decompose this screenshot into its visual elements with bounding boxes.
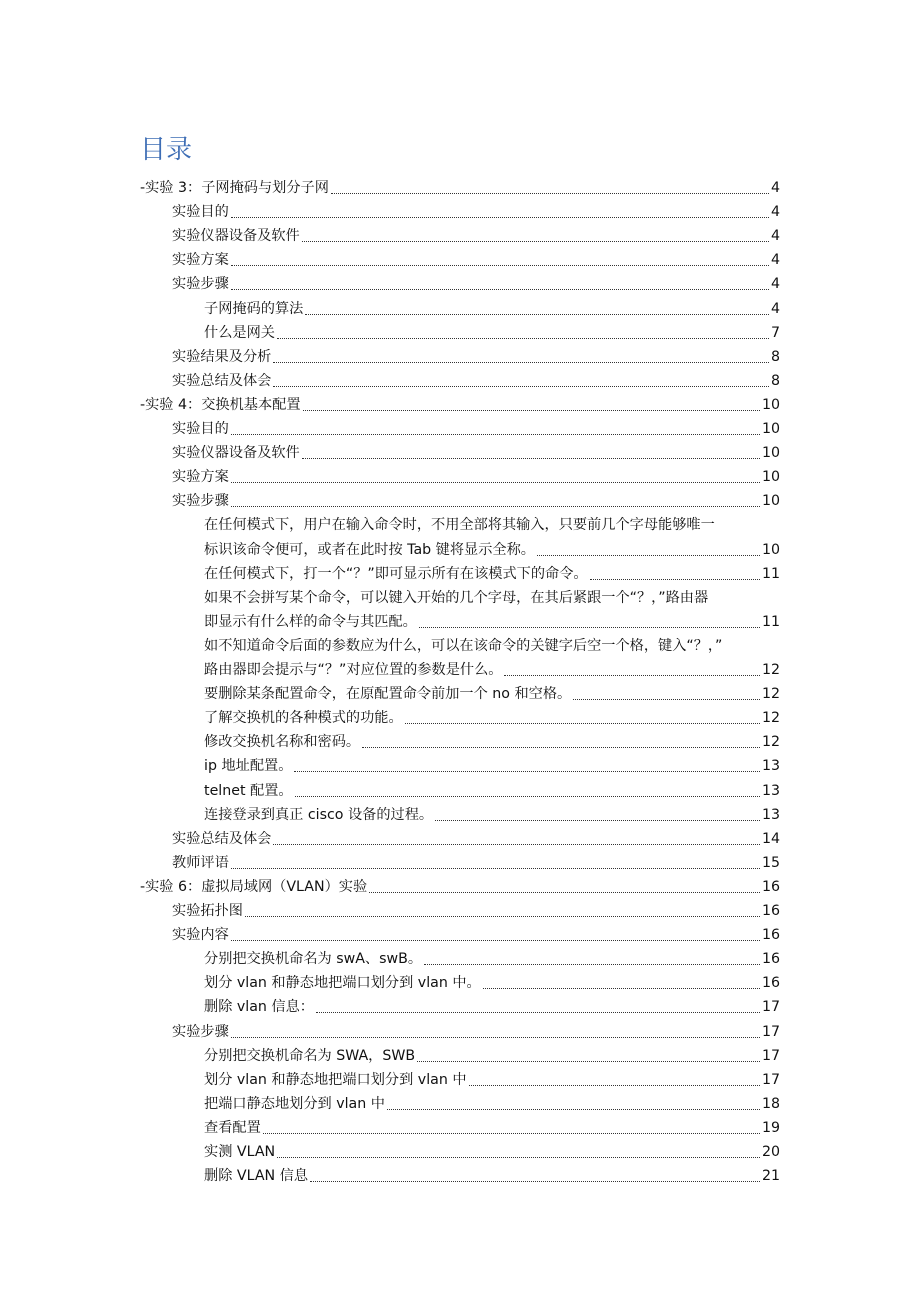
dot-leader bbox=[245, 916, 760, 917]
toc-entry-level-3[interactable] bbox=[204, 321, 780, 345]
dot-leader bbox=[295, 796, 760, 797]
toc-entry-page-number: 16 bbox=[761, 927, 780, 944]
toc-entry-page-number: 13 bbox=[761, 806, 780, 823]
toc-entry-level-3[interactable] bbox=[204, 971, 780, 995]
dot-leader bbox=[294, 771, 760, 772]
toc-entry-level-2[interactable] bbox=[172, 851, 780, 875]
toc-entry-text: 实验目的 bbox=[172, 421, 229, 437]
toc-entry-text: 分别把交换机命名为 swA、swB。 bbox=[204, 951, 423, 968]
dot-leader bbox=[417, 1061, 760, 1062]
toc-entry-level-3[interactable] bbox=[204, 1068, 780, 1092]
toc-entry-text: -实验 3：子网掩码与划分子网 bbox=[140, 180, 329, 196]
dot-leader bbox=[231, 434, 760, 435]
toc-entry-page-number: 12 bbox=[761, 686, 780, 703]
toc-entry-level-2[interactable] bbox=[172, 465, 780, 489]
dot-leader bbox=[362, 747, 760, 748]
toc-entry-level-3[interactable] bbox=[204, 1140, 780, 1164]
toc-entry-text: 分别把交换机命名为 SWA，SWB bbox=[204, 1047, 416, 1064]
dot-leader bbox=[310, 1181, 760, 1182]
dot-leader bbox=[303, 410, 760, 411]
toc-entry-text-line1: 如果不会拼写某个命令，可以键入开始的几个字母，在其后紧跟一个“？，”路由器 bbox=[204, 589, 709, 606]
toc-entry-text: 修改交换机名称和密码。 bbox=[204, 734, 361, 751]
dot-leader bbox=[231, 289, 769, 290]
toc-entry-page-number: 17 bbox=[761, 999, 780, 1016]
toc-entry-page-number: 10 bbox=[761, 396, 780, 413]
toc-entry-text: 在任何模式下，打一个“？”即可显示所有在该模式下的命令。 bbox=[204, 565, 588, 582]
toc-entry-page-number: 16 bbox=[761, 975, 780, 992]
toc-entry-text: 实验方案 bbox=[172, 469, 229, 486]
toc-entry-text: 要删除某条配置命令，在原配置命令前加一个 no 和空格。 bbox=[204, 686, 572, 703]
toc-entry-text: 实验总结及体会 bbox=[172, 372, 272, 389]
toc-entry-text: 实验目的 bbox=[172, 204, 229, 221]
toc-entry-level-3[interactable] bbox=[204, 1116, 780, 1140]
dot-leader bbox=[305, 314, 769, 315]
toc-entry-page-number: 10 bbox=[761, 445, 780, 462]
toc-entry-page-number: 10 bbox=[761, 469, 780, 486]
dot-leader bbox=[231, 265, 769, 266]
toc-entry-text: 把端口静态地划分到 vlan 中 bbox=[204, 1095, 385, 1112]
toc-entry-text: 实验方案 bbox=[172, 252, 229, 269]
toc-entry-page-number: 19 bbox=[761, 1119, 780, 1136]
toc-entry-page-number: 13 bbox=[761, 758, 780, 775]
toc-entry-level-2[interactable] bbox=[172, 489, 780, 513]
toc-entry-text: 实验内容 bbox=[172, 927, 229, 944]
toc-entry-level-3[interactable] bbox=[204, 562, 780, 586]
dot-leader bbox=[277, 1157, 760, 1158]
toc-entry-page-number: 4 bbox=[770, 204, 780, 221]
toc-entry-text: -实验 4：交换机基本配置 bbox=[140, 396, 301, 413]
toc-entry-level-2[interactable] bbox=[172, 923, 780, 947]
toc-entry-page-number: 15 bbox=[761, 854, 780, 871]
toc-entry-text: ip 地址配置。 bbox=[204, 758, 293, 775]
toc-entry-page-number: 4 bbox=[770, 252, 780, 269]
toc-entry-level-3[interactable] bbox=[204, 658, 780, 682]
dot-leader bbox=[273, 844, 760, 845]
toc-entry-text: telnet 配置。 bbox=[204, 782, 293, 799]
toc-entry-page-number: 16 bbox=[761, 878, 780, 895]
dot-leader bbox=[435, 820, 760, 821]
toc-entry-page-number: 4 bbox=[770, 276, 780, 293]
toc-entry-level-2[interactable] bbox=[172, 200, 780, 224]
toc-entry-text: 实测 VLAN bbox=[204, 1144, 276, 1160]
dot-leader bbox=[387, 1109, 760, 1110]
toc-entry-line1 bbox=[204, 513, 784, 537]
toc-entry-page-number: 4 bbox=[770, 180, 780, 196]
dot-leader bbox=[405, 723, 760, 724]
dot-leader bbox=[483, 988, 760, 989]
toc-entry-level-2[interactable] bbox=[172, 224, 780, 248]
toc-entry-level-3[interactable] bbox=[204, 995, 780, 1019]
dot-leader bbox=[231, 940, 760, 941]
toc-entry-text: 什么是网关 bbox=[204, 324, 275, 341]
dot-leader bbox=[273, 362, 769, 363]
dot-leader bbox=[469, 1085, 760, 1086]
toc-entry-level-3[interactable] bbox=[204, 803, 780, 827]
toc-entry-page-number: 20 bbox=[761, 1144, 780, 1160]
dot-leader bbox=[231, 506, 760, 507]
dot-leader bbox=[263, 1133, 760, 1134]
toc-entry-text: 即显示有什么样的命令与其匹配。 bbox=[204, 613, 417, 630]
toc-entry-level-2[interactable] bbox=[172, 345, 780, 369]
toc-entry-level-3[interactable] bbox=[204, 1092, 780, 1116]
toc-entry-text: 路由器即会提示与“？”对应位置的参数是什么。 bbox=[204, 662, 503, 678]
toc-entry-level-3[interactable] bbox=[204, 1044, 780, 1068]
toc-entry-level-3[interactable] bbox=[204, 610, 780, 634]
toc-entry-text: 教师评语 bbox=[172, 854, 229, 871]
toc-entry-level-2[interactable] bbox=[172, 272, 780, 296]
toc-entry-text: 实验步骤 bbox=[172, 493, 229, 510]
dot-leader bbox=[273, 386, 769, 387]
dot-leader bbox=[316, 1012, 760, 1013]
dot-leader bbox=[231, 868, 760, 869]
toc-entry-level-1[interactable] bbox=[140, 176, 780, 200]
toc-entry-text: 实验拓扑图 bbox=[172, 903, 243, 919]
dot-leader bbox=[231, 1037, 760, 1038]
dot-leader bbox=[302, 241, 769, 242]
toc-entry-page-number: 12 bbox=[761, 734, 780, 751]
toc-entry-page-number: 7 bbox=[770, 324, 780, 341]
toc-title: 目录 bbox=[140, 135, 193, 165]
toc-entry-page-number: 10 bbox=[761, 493, 780, 510]
toc-entry-text: 划分 vlan 和静态地把端口划分到 vlan 中。 bbox=[204, 975, 481, 992]
toc-entry-page-number: 18 bbox=[761, 1095, 780, 1112]
toc-entry-page-number: 21 bbox=[761, 1168, 780, 1185]
toc-entry-page-number: 14 bbox=[761, 830, 780, 847]
toc-entry-level-1[interactable] bbox=[140, 875, 780, 899]
dot-leader bbox=[573, 699, 760, 700]
toc-entry-level-2[interactable] bbox=[172, 899, 780, 923]
toc-entry-text: 实验仪器设备及软件 bbox=[172, 445, 300, 462]
toc-entry-page-number: 8 bbox=[770, 348, 780, 365]
toc-entry-page-number: 12 bbox=[761, 662, 780, 678]
toc-entry-page-number: 16 bbox=[761, 951, 780, 968]
toc-entry-level-2[interactable] bbox=[172, 417, 780, 441]
toc-entry-text: 实验仪器设备及软件 bbox=[172, 228, 300, 245]
dot-leader bbox=[331, 193, 769, 194]
toc-entry-level-3[interactable] bbox=[204, 1164, 780, 1188]
dot-leader bbox=[419, 627, 760, 628]
toc-entry-text-line1: 在任何模式下，用户在输入命令时，不用全部将其输入，只要前几个字母能够唯一 bbox=[204, 517, 715, 534]
toc-entry-text: 连接登录到真正 cisco 设备的过程。 bbox=[204, 806, 434, 823]
toc-entry-page-number: 4 bbox=[770, 300, 780, 317]
toc-entry-text: 实验步骤 bbox=[172, 1023, 229, 1040]
toc-entry-level-3[interactable] bbox=[204, 682, 780, 706]
toc-entry-text-line1: 如不知道命令后面的参数应为什么，可以在该命令的关键字后空一个格，键入“？，” bbox=[204, 637, 723, 654]
toc-entry-level-2[interactable] bbox=[172, 1020, 780, 1044]
toc-entry-level-2[interactable] bbox=[172, 369, 780, 393]
toc-entry-level-2[interactable] bbox=[172, 827, 780, 851]
toc-entry-page-number: 11 bbox=[761, 613, 780, 630]
toc-entry-level-2[interactable] bbox=[172, 441, 780, 465]
toc-entry-page-number: 10 bbox=[761, 421, 780, 437]
toc-entry-level-2[interactable] bbox=[172, 248, 780, 272]
dot-leader bbox=[231, 217, 769, 218]
toc-entry-line1 bbox=[204, 634, 784, 658]
toc-entry-text: 子网掩码的算法 bbox=[204, 300, 304, 317]
toc-entry-text: 删除 VLAN 信息 bbox=[204, 1168, 309, 1185]
toc-entry-text: 删除 vlan 信息： bbox=[204, 999, 314, 1016]
dot-leader bbox=[369, 892, 760, 893]
toc-entry-text: 实验结果及分析 bbox=[172, 348, 272, 365]
toc-entry-level-1[interactable] bbox=[140, 393, 780, 417]
dot-leader bbox=[231, 482, 760, 483]
toc-entry-text: 了解交换机的各种模式的功能。 bbox=[204, 710, 403, 727]
toc-entry-page-number: 10 bbox=[761, 541, 780, 558]
toc-entry-text: -实验 6：虚拟局域网（VLAN）实验 bbox=[140, 878, 368, 895]
toc-entry-level-3[interactable] bbox=[204, 947, 780, 971]
toc-entry-page-number: 13 bbox=[761, 782, 780, 799]
toc-entry-page-number: 8 bbox=[770, 372, 780, 389]
toc-entry-page-number: 17 bbox=[761, 1023, 780, 1040]
dot-leader bbox=[537, 555, 760, 556]
toc-entry-level-3[interactable] bbox=[204, 538, 780, 562]
dot-leader bbox=[504, 675, 759, 676]
toc-entry-line1 bbox=[204, 586, 784, 610]
toc-entry-page-number: 16 bbox=[761, 903, 780, 919]
toc-entry-text: 实验总结及体会 bbox=[172, 830, 272, 847]
dot-leader bbox=[302, 458, 760, 459]
toc-entry-page-number: 12 bbox=[761, 710, 780, 727]
toc-entry-page-number: 4 bbox=[770, 228, 780, 245]
toc-entry-page-number: 11 bbox=[761, 565, 780, 582]
dot-leader bbox=[277, 338, 769, 339]
toc-entry-level-3[interactable] bbox=[204, 297, 780, 321]
toc-entry-text: 划分 vlan 和静态地把端口划分到 vlan 中 bbox=[204, 1071, 467, 1088]
toc-entry-text: 实验步骤 bbox=[172, 276, 229, 293]
toc-entry-level-3[interactable] bbox=[204, 779, 780, 803]
toc-entry-page-number: 17 bbox=[761, 1047, 780, 1064]
toc-entry-text: 标识该命令便可，或者在此时按 Tab 键将显示全称。 bbox=[204, 541, 535, 558]
toc-entry-level-3[interactable] bbox=[204, 730, 780, 754]
dot-leader bbox=[424, 964, 760, 965]
toc-entry-level-3[interactable] bbox=[204, 754, 780, 778]
dot-leader bbox=[590, 579, 760, 580]
toc-entry-page-number: 17 bbox=[761, 1071, 780, 1088]
toc-entry-level-3[interactable] bbox=[204, 706, 780, 730]
toc-entry-text: 查看配置 bbox=[204, 1119, 261, 1136]
